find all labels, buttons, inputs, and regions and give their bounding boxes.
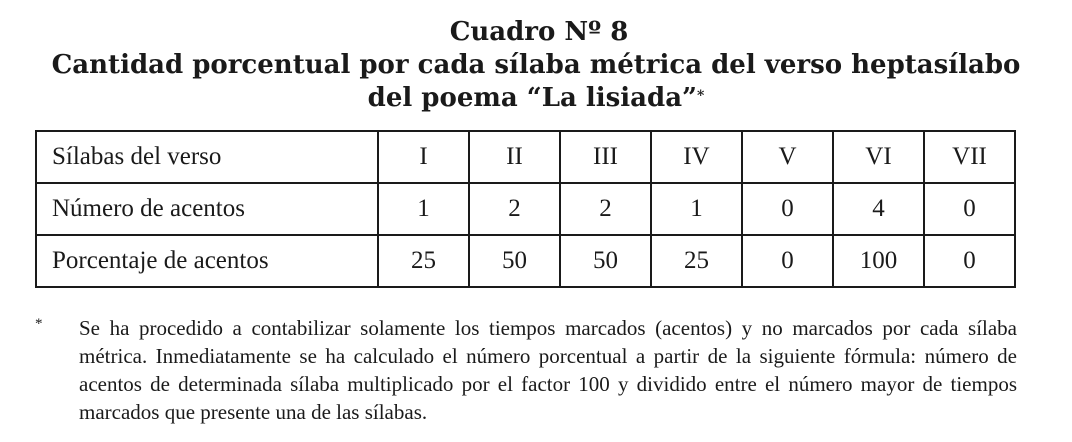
table-cell: 25 — [651, 235, 742, 287]
table-cell: 0 — [924, 235, 1015, 287]
table-cell: 100 — [833, 235, 924, 287]
table-cell: IV — [651, 131, 742, 183]
table-cell: VII — [924, 131, 1015, 183]
footnote-reference-marker: * — [697, 88, 705, 104]
table-cell: 1 — [378, 183, 469, 235]
table-cell: V — [742, 131, 833, 183]
table-cell: 1 — [651, 183, 742, 235]
row-label: Porcentaje de acentos — [36, 235, 378, 287]
table-row-syllables — [36, 131, 1015, 183]
table-cell: 50 — [469, 235, 560, 287]
table-cell: 2 — [469, 183, 560, 235]
table-cell: III — [560, 131, 651, 183]
footnote — [35, 314, 1017, 426]
table-subtitle-text: del poema “La lisiada” — [367, 83, 698, 113]
accent-table — [35, 130, 1016, 288]
table-cell: 4 — [833, 183, 924, 235]
row-label: Número de acentos — [36, 183, 378, 235]
table-row-accent-count — [36, 183, 1015, 235]
footnote-text: Se ha procedido a contabilizar solamente los tiempos marcados (acentos) y no marcados por cada sílaba métrica. Inmediatamente se ha calculado el número porcentual a partir de la siguiente fórmula: número de acentos de determinada sílaba multiplicado por el factor 100 y dividido entre el número mayor de tiempos marcados que presente una de las sílabas. — [79, 316, 1017, 424]
table-subtitle-line-2 — [0, 82, 1072, 115]
table-cell: 25 — [378, 235, 469, 287]
table-subtitle-line-1: Cantidad porcentual por cada sílaba métrica del verso heptasílabo — [51, 50, 1021, 80]
table-cell: 0 — [924, 183, 1015, 235]
footnote-marker: * — [35, 316, 43, 332]
table-caption — [0, 16, 1072, 115]
table-cell: VI — [833, 131, 924, 183]
table-cell: II — [469, 131, 560, 183]
table-cell: 2 — [560, 183, 651, 235]
table-cell: 50 — [560, 235, 651, 287]
table-title: Cuadro Nº 8 — [449, 17, 629, 47]
table-cell: 0 — [742, 183, 833, 235]
row-label: Sílabas del verso — [36, 131, 378, 183]
table-cell: I — [378, 131, 469, 183]
table-cell: 0 — [742, 235, 833, 287]
table-row-accent-percentage — [36, 235, 1015, 287]
